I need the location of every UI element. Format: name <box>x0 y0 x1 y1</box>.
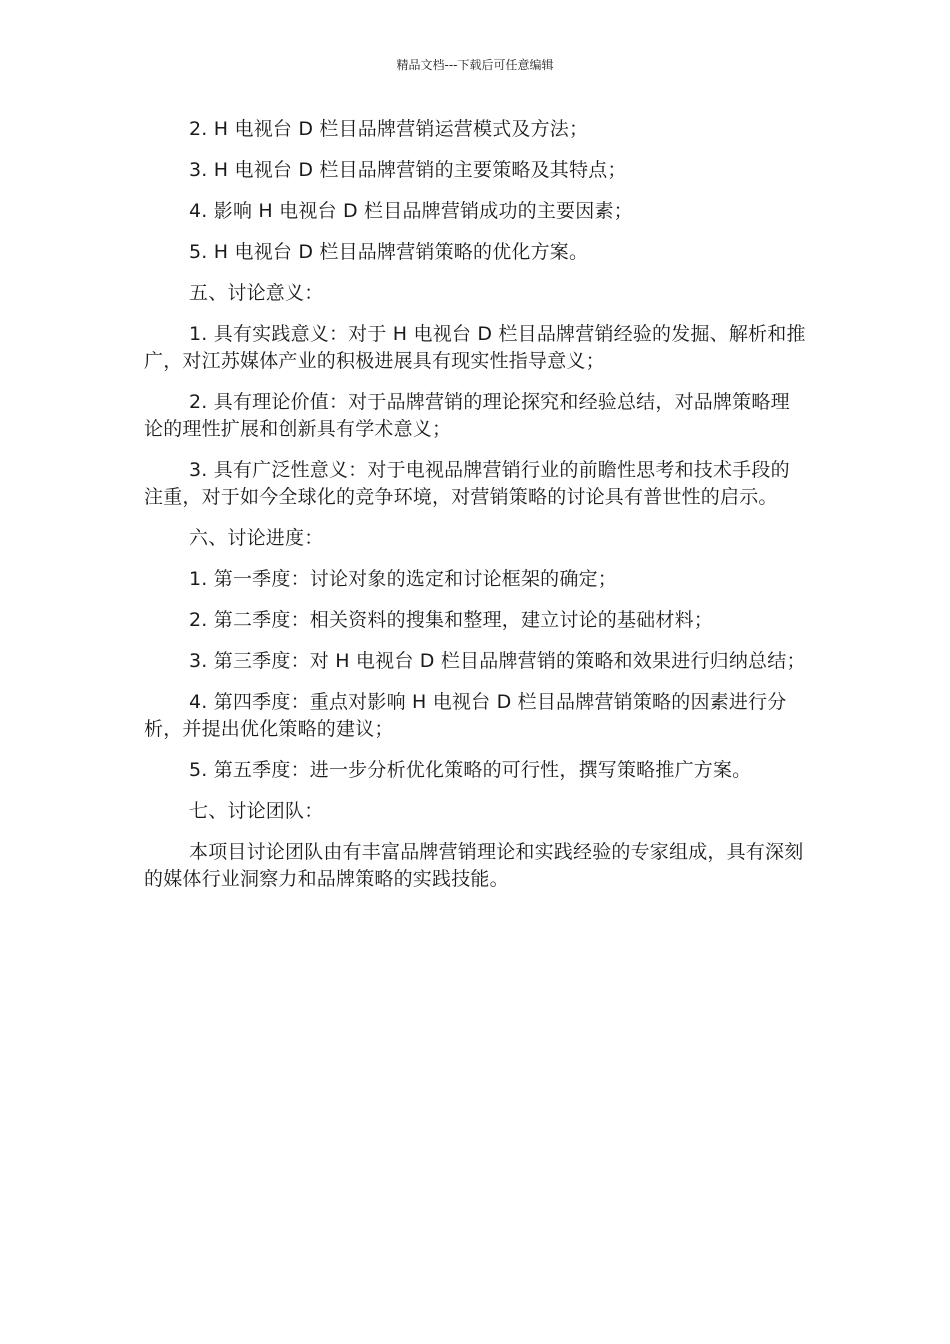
paragraph-schedule-5: 5. 第五季度：进一步分析优化策略的可行性，撰写策略推广方案。 <box>189 759 752 781</box>
paragraph-schedule-2: 2. 第二季度：相关资料的搜集和整理，建立讨论的基础材料； <box>189 609 713 631</box>
section-heading-significance: 五、讨论意义： <box>189 282 324 304</box>
paragraph-goal-2: 2. H 电视台 D 栏目品牌营销运营模式及方法； <box>189 118 589 140</box>
paragraph-significance-3: 3. 具有广泛性意义：对于电视品牌营销行业的前瞻性思考和技术手段的注重，对于如今全球化的竞争环境，对营销策略的讨论具有普世性的启示。 <box>144 459 790 508</box>
section-heading-team: 七、讨论团队： <box>189 800 324 822</box>
paragraph-schedule-3: 3. 第三季度：对 H 电视台 D 栏目品牌营销的策略和效果进行归纳总结； <box>189 650 806 672</box>
page-header: 精品文档---下载后可任意编辑 <box>396 58 554 72</box>
paragraph-goal-5: 5. H 电视台 D 栏目品牌营销策略的优化方案。 <box>189 241 589 263</box>
paragraph-schedule-4: 4. 第四季度：重点对影响 H 电视台 D 栏目品牌营销策略的因素进行分析，并提出优化策略的建议； <box>144 691 787 740</box>
paragraph-significance-1: 1. 具有实践意义：对于 H 电视台 D 栏目品牌营销经验的发掘、解析和推广，对江苏媒体产业的积极进展具有现实性指导意义； <box>144 323 806 372</box>
document-body <box>144 116 808 907</box>
paragraph-goal-3: 3. H 电视台 D 栏目品牌营销的主要策略及其特点； <box>189 159 627 181</box>
section-heading-schedule: 六、讨论进度： <box>189 527 324 549</box>
paragraph-goal-4: 4. 影响 H 电视台 D 栏目品牌营销成功的主要因素； <box>189 200 633 222</box>
paragraph-team: 本项目讨论团队由有丰富品牌营销理论和实践经验的专家组成，具有深刻的媒体行业洞察力和品牌策略的实践技能。 <box>144 841 804 890</box>
paragraph-significance-2: 2. 具有理论价值：对于品牌营销的理论探究和经验总结，对品牌策略理论的理性扩展和创新具有学术意义； <box>144 391 790 440</box>
paragraph-schedule-1: 1. 第一季度：讨论对象的选定和讨论框架的确定； <box>189 568 617 590</box>
